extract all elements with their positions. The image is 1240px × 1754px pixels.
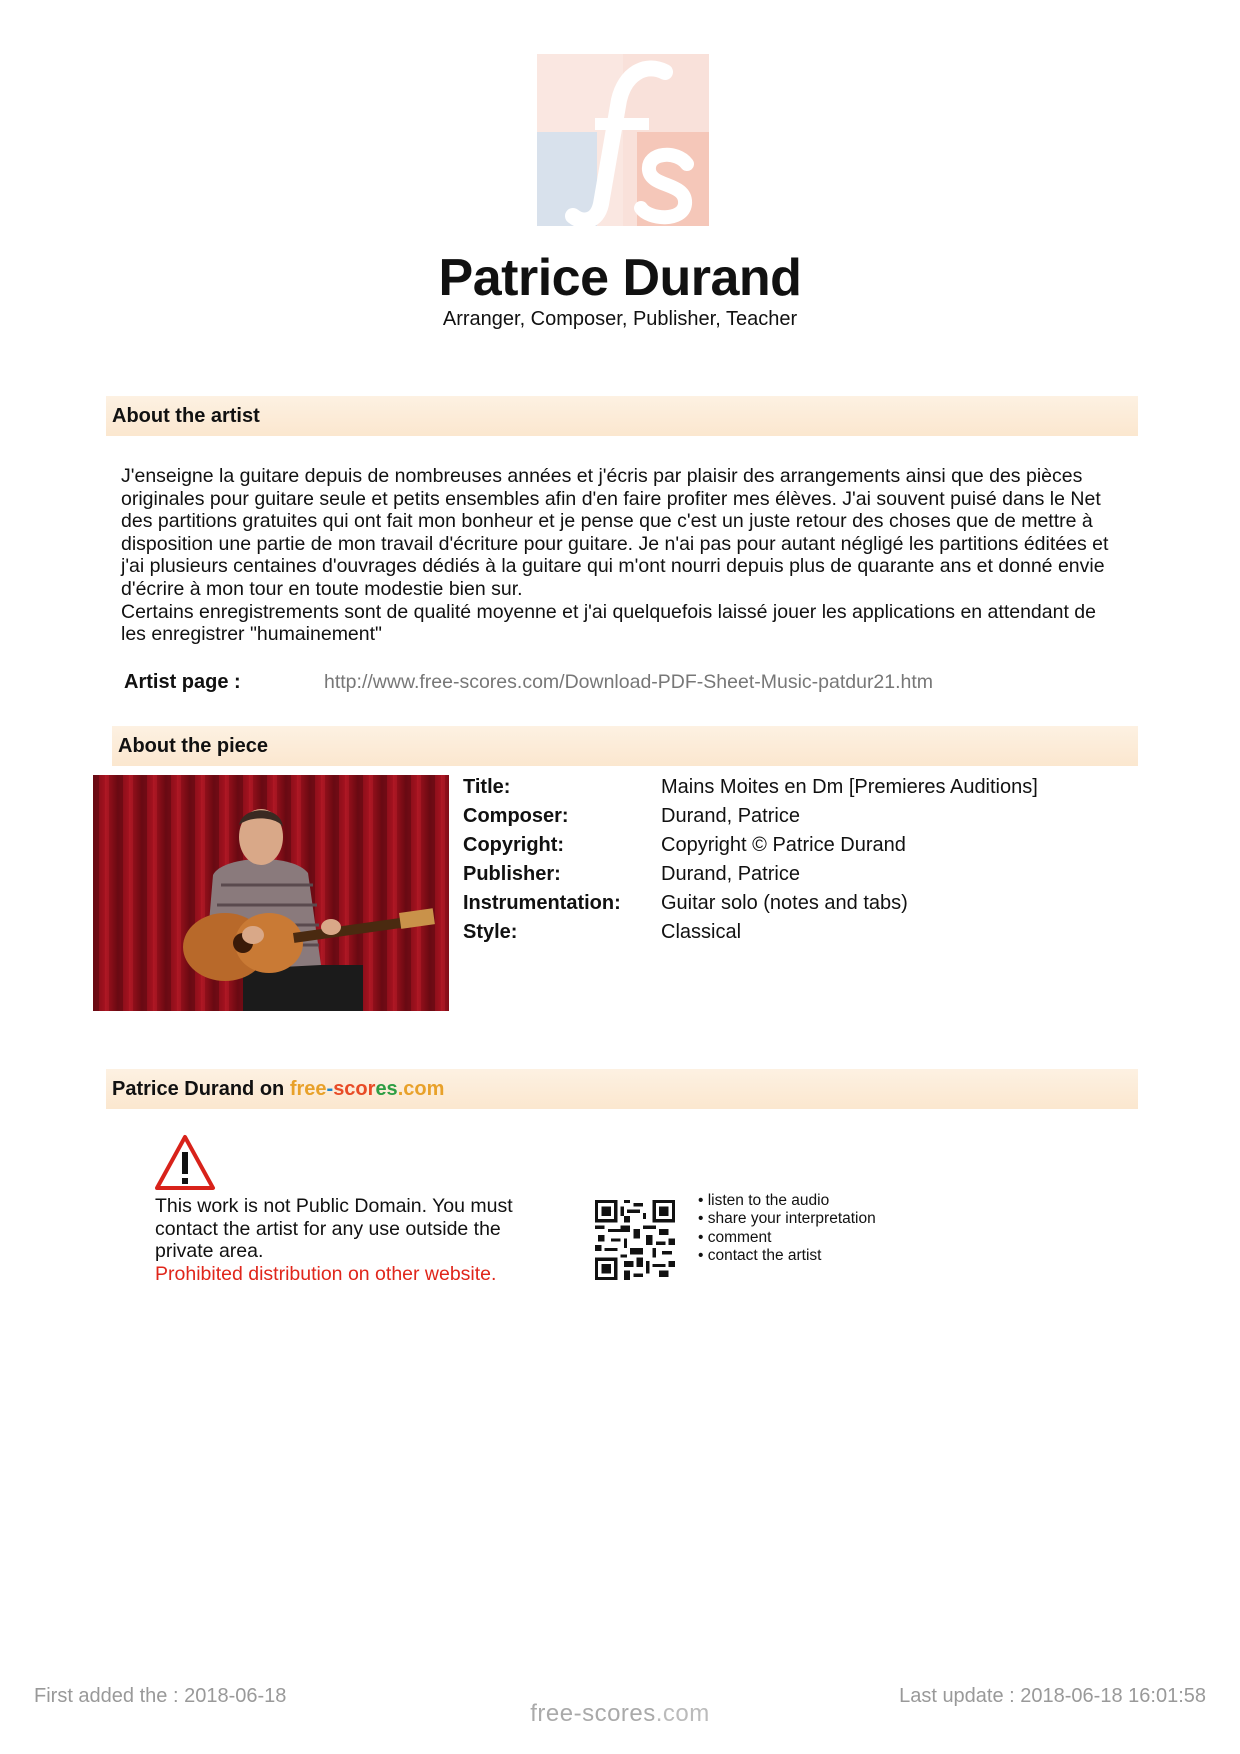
brand-part: .com <box>397 1078 445 1100</box>
last-update-date: Last update : 2018-06-18 16:01:58 <box>899 1685 1206 1707</box>
section-title: About the artist <box>112 405 260 427</box>
detail-label: Publisher: <box>463 863 561 885</box>
detail-row-publisher <box>463 863 1143 892</box>
feature-list <box>698 1192 876 1265</box>
about-artist-text <box>121 465 1121 646</box>
artist-page-link[interactable]: http://www.free-scores.com/Download-PDF-Sheet-Music-patdur21.htm <box>324 671 934 693</box>
about-paragraph: des partitions gratuites qui ont fait mon bonheur et je pense que c'est un juste retour des choses que de mettre à disposition une partie de mon travail d'écriture pour guitare. Je n'ai pas pour autant négligé les partitions éditées et j'ai plusieurs centaines d'ouvrages dédiés à la guitare qui m'ont nourri depuis plus de quarante ans et donné envie d'écrire à mon tour en toute modestie bien sur. <box>121 510 1109 600</box>
distribution-warning: Prohibited distribution on other website. <box>155 1263 497 1285</box>
section-title: About the piece <box>118 735 269 757</box>
detail-row-title <box>463 776 1143 805</box>
list-item: • contact the artist <box>698 1247 876 1265</box>
on-site-header <box>106 1069 1138 1109</box>
detail-label: Copyright: <box>463 834 565 856</box>
artist-name: Patrice Durand <box>438 249 802 307</box>
detail-value: Durand, Patrice <box>661 805 800 827</box>
artist-roles: Arranger, Composer, Publisher, Teacher <box>442 308 798 330</box>
footer-brand-main: free-scores <box>530 1700 656 1727</box>
section-title <box>112 1078 444 1101</box>
detail-value: Classical <box>661 921 742 943</box>
brand-part: free <box>289 1078 327 1100</box>
detail-label: Composer: <box>463 805 569 827</box>
detail-row-copyright <box>463 834 1143 863</box>
about-paragraph: J'enseigne la guitare depuis de nombreuses années et j'écris par plaisir des arrangements ainsi que des pièces originales pour guitare seule et petits ensembles afin d'en faire profiter mes élèves. J'ai souvent puisé dans le Net <box>121 465 1101 510</box>
about-piece-header <box>112 726 1138 766</box>
detail-value: Guitar solo (notes and tabs) <box>661 892 908 914</box>
list-item: • share your interpretation <box>698 1210 876 1228</box>
artist-page-label: Artist page : <box>124 671 241 693</box>
detail-row-instrumentation <box>463 892 1143 921</box>
brand-part: - <box>326 1078 334 1100</box>
license-warning: This work is not Public Domain. You must contact the artist for any use outside the private area. <box>155 1195 513 1263</box>
detail-value: Copyright © Patrice Durand <box>661 834 906 856</box>
footer-brand[interactable] <box>0 1700 1240 1728</box>
about-artist-header <box>106 396 1138 436</box>
section-title-prefix: Patrice Durand on <box>112 1078 290 1100</box>
detail-label: Title: <box>463 776 511 798</box>
detail-row-style <box>463 921 1143 950</box>
detail-label: Style: <box>463 921 518 943</box>
detail-label: Instrumentation: <box>463 892 621 914</box>
detail-row-composer <box>463 805 1143 834</box>
list-item: • listen to the audio <box>698 1192 876 1210</box>
warning-icon <box>154 1134 216 1191</box>
detail-value: Durand, Patrice <box>661 863 800 885</box>
detail-value: Mains Moites en Dm [Premieres Auditions] <box>661 776 1038 798</box>
brand-text[interactable] <box>290 1078 445 1100</box>
artist-photo <box>93 775 449 1011</box>
brand-part: es <box>375 1078 398 1100</box>
list-item: • comment <box>698 1229 876 1247</box>
about-paragraph: Certains enregistrements sont de qualité moyenne et j'ai quelquefois laissé jouer les applications en attendant de les enregistrer "humainement" <box>121 600 1096 646</box>
first-added-date: First added the : 2018-06-18 <box>34 1685 287 1707</box>
free-scores-logo <box>537 54 709 226</box>
brand-part: scor <box>333 1078 376 1100</box>
qr-code[interactable] <box>595 1200 675 1280</box>
footer-brand-tld: .com <box>655 1700 710 1727</box>
